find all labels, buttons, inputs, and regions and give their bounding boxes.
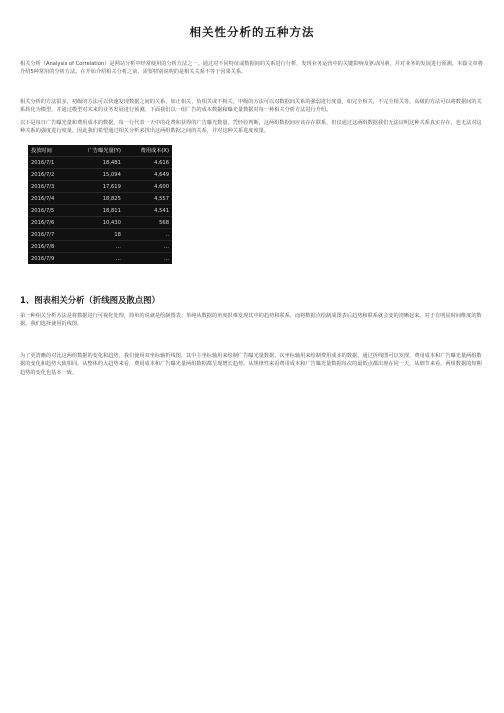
table-cell: 2016/7/5 (28, 205, 69, 217)
table-cell: 10,430 (69, 217, 124, 229)
table-row (28, 169, 172, 181)
chart-method-paragraph: 第一种相关分析方法是将数据进行可视化处理，简单的说就是绘制图表。单纯从数据的角度很难发现其中的趋势和联系，而将数据点绘制成图表后趋势和联系就会变的清晰起来。对于有明显时间维度的数据，我们选择使用折线图。 (20, 313, 482, 328)
table-cell: 18,811 (69, 205, 124, 217)
table-cell: 2016/7/4 (28, 193, 69, 205)
table-row (28, 217, 172, 229)
table-cell: ... (124, 253, 172, 265)
ad-data-table (28, 145, 172, 264)
table-row (28, 241, 172, 253)
table-cell: 4,649 (124, 169, 172, 181)
intro-paragraph: 相关分析（Analysis of Correlation）是网站分析中经常使用的分析方法之一。通过对不同特征或数据间的关系进行分析，发现业务运营中的关键影响及驱动因素。并对业务的发展进行预测。本篇文章将介绍5种常用的分析方法。在开始介绍相关分析之前，需要特别说明的是相关关系不等于因果关系。 (20, 61, 483, 76)
table-cell: 2016/7/6 (28, 217, 69, 229)
table-cell: 4,541 (124, 205, 172, 217)
table-cell: 18 (69, 229, 124, 241)
table-cell: 2016/7/9 (28, 253, 69, 265)
page-title: 相关性分析的五种方法 (189, 25, 315, 39)
table-cell: 2016/7/1 (28, 157, 69, 169)
table-row (28, 157, 172, 169)
methods-paragraph: 相关分析的方法很多，初级的方法可以快速发现数据之间的关系，如正相关，负相关或不相关。中级的方法可以对数据间关系的强弱进行度量，如完全相关，不完全相关等。高级的方法可以将数据间的关系转化为模型，并通过模型对未来的业务发展进行预测。下面我们以一组广告的成本数据和曝光量数据对每一种相关分析方法进行介绍。 (20, 99, 482, 114)
table-cell: 2016/7/2 (28, 169, 69, 181)
table-row (28, 181, 172, 193)
data-description-paragraph: 以下是每日广告曝光量和费用成本的数据，每一行代表一天中的花费和获得的广告曝光数量。凭经验判断，这两组数据间应该存在联系，但仅通过这两组数据我们无法证明这种关系真实存在，也无法对这种关系的强度进行度量。因此我们希望通过相关分析来找出这两组数据之间的关系，并对这种关系进度度量。 (20, 120, 482, 135)
table-header-row (28, 145, 172, 157)
table-row (28, 205, 172, 217)
table-cell: 4,600 (124, 181, 172, 193)
column-header: 投放时间 (28, 145, 69, 157)
table-cell: ... (69, 241, 124, 253)
table-cell: 17,619 (69, 181, 124, 193)
table-cell: ... (124, 241, 172, 253)
table-cell: 568 (124, 217, 172, 229)
table-row (28, 193, 172, 205)
table-row (28, 253, 172, 265)
dual-axis-paragraph: 为了更清晰的对比这两组数据的变化和趋势，我们使用双坐标轴折线图，其中主坐标轴用来绘制广告曝光量数据，次坐标轴用来绘制费用成本的数据。通过折线图可以发现，费用成本和广告曝光量两组数据的变化和趋势大致相同，从整体的大趋势来看，费用成本和广告曝光量两组数据都呈现增长趋势。从规律性来看费用成本和广告曝光量数据每次的最低点都出现在同一天。从细节来看，两组数据的短期趋势的变化也基本一致。 (20, 353, 482, 376)
table-cell: ... (69, 253, 124, 265)
column-header: 广告曝光量(Y) (69, 145, 124, 157)
table-cell: 2016/7/3 (28, 181, 69, 193)
table-cell: 2016/7/7 (28, 229, 69, 241)
table-cell: 18,481 (69, 157, 124, 169)
table-cell: 18,825 (69, 193, 124, 205)
table-cell: 15,094 (69, 169, 124, 181)
table-cell: .. (124, 229, 172, 241)
table-cell: 4,557 (124, 193, 172, 205)
column-header: 费用成本(X) (124, 145, 172, 157)
table-cell: 2016/7/8 (28, 241, 69, 253)
table-row (28, 229, 172, 241)
table-cell: 4,616 (124, 157, 172, 169)
section-heading: 1、图表相关分析（折线图及散点图） (20, 295, 160, 305)
